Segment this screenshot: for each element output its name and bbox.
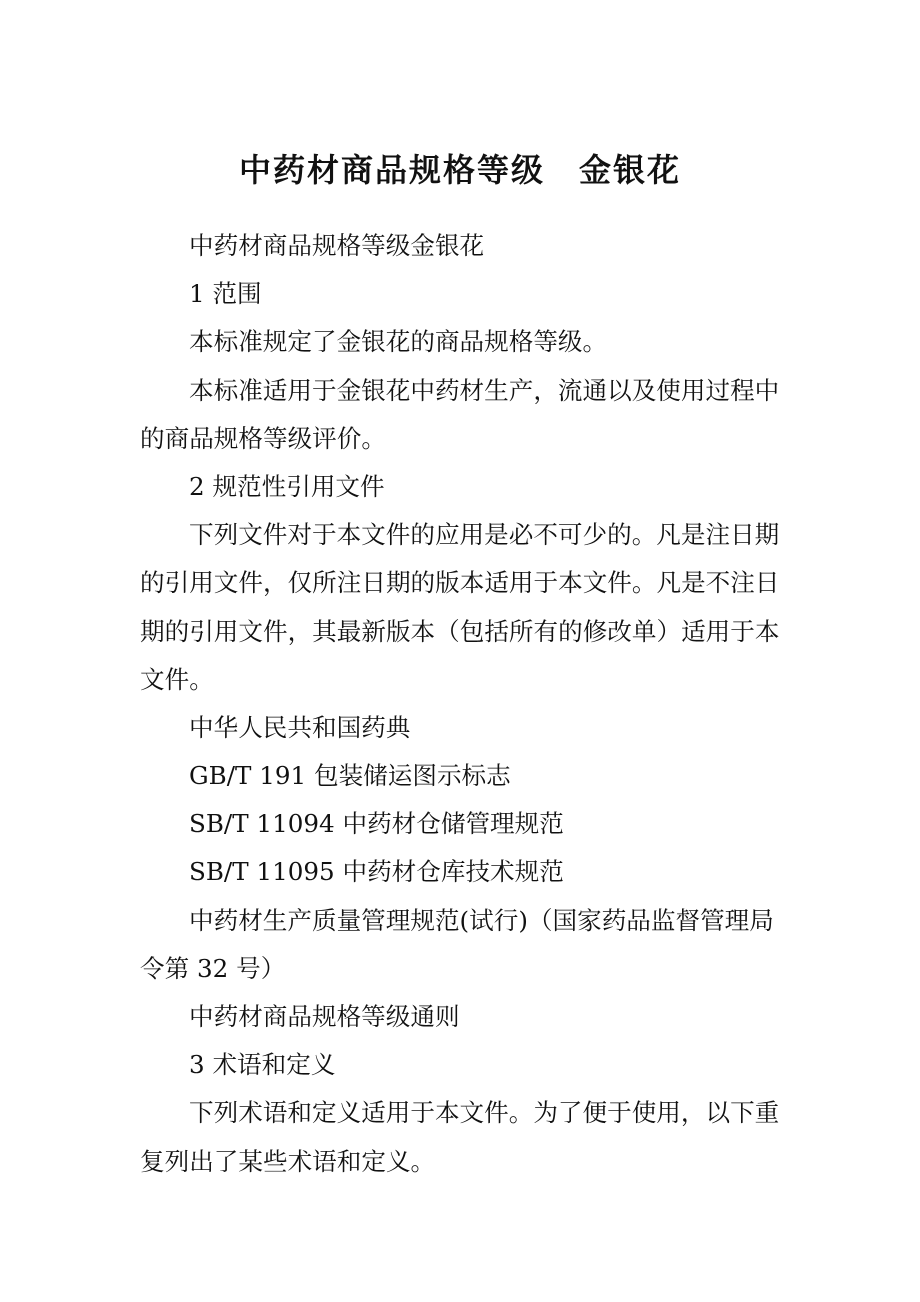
paragraph-line: 下列文件对于本文件的应用是必不可少的。凡是注日期 xyxy=(189,520,780,550)
paragraph xyxy=(140,515,785,708)
paragraph xyxy=(140,997,785,1045)
paragraph-line: 令第 32 号） xyxy=(140,953,286,983)
paragraph-line: 期的引用文件，其最新版本（包括所有的修改单）适用于本 xyxy=(140,616,780,646)
paragraph-line: 3 术语和定义 xyxy=(189,1050,336,1080)
paragraph-line: SB/T 11095 中药材仓库技术规范 xyxy=(189,857,564,887)
paragraph-line: 的商品规格等级评价。 xyxy=(140,423,386,453)
paragraph xyxy=(140,852,785,900)
paragraph-line: 文件。 xyxy=(140,664,214,694)
paragraph xyxy=(140,226,785,274)
paragraph xyxy=(140,804,785,852)
paragraph-line: 中药材生产质量管理规范(试行)（国家药品监督管理局 xyxy=(189,905,774,935)
paragraph-line: 下列术语和定义适用于本文件。为了便于使用，以下重 xyxy=(189,1098,780,1128)
paragraph-line: 中华人民共和国药典 xyxy=(189,712,411,742)
paragraph-line: GB/T 191 包装储运图示标志 xyxy=(189,761,511,791)
paragraph-line: 2 规范性引用文件 xyxy=(189,471,385,501)
paragraph-line: SB/T 11094 中药材仓储管理规范 xyxy=(189,809,564,839)
document-title: 中药材商品规格等级 金银花 xyxy=(238,151,681,189)
paragraph-line: 复列出了某些术语和定义。 xyxy=(140,1146,436,1176)
paragraph xyxy=(140,274,785,322)
paragraph-line: 的引用文件，仅所注日期的版本适用于本文件。凡是不注日 xyxy=(140,568,780,598)
paragraph-line: 中药材商品规格等级通则 xyxy=(189,1002,460,1031)
document-body xyxy=(140,226,785,1190)
paragraph xyxy=(140,1093,785,1189)
paragraph xyxy=(140,467,785,515)
paragraph xyxy=(140,901,785,997)
paragraph-line: 本标准适用于金银花中药材生产，流通以及使用过程中 xyxy=(189,375,780,405)
paragraph xyxy=(140,756,785,804)
paragraph-line: 本标准规定了金银花的商品规格等级。 xyxy=(189,327,608,357)
paragraph xyxy=(140,1045,785,1093)
paragraph xyxy=(140,322,785,370)
paragraph-line: 1 范围 xyxy=(189,279,262,309)
paragraph-line: 中药材商品规格等级金银花 xyxy=(189,231,485,260)
paragraph xyxy=(140,708,785,756)
paragraph xyxy=(140,371,785,467)
